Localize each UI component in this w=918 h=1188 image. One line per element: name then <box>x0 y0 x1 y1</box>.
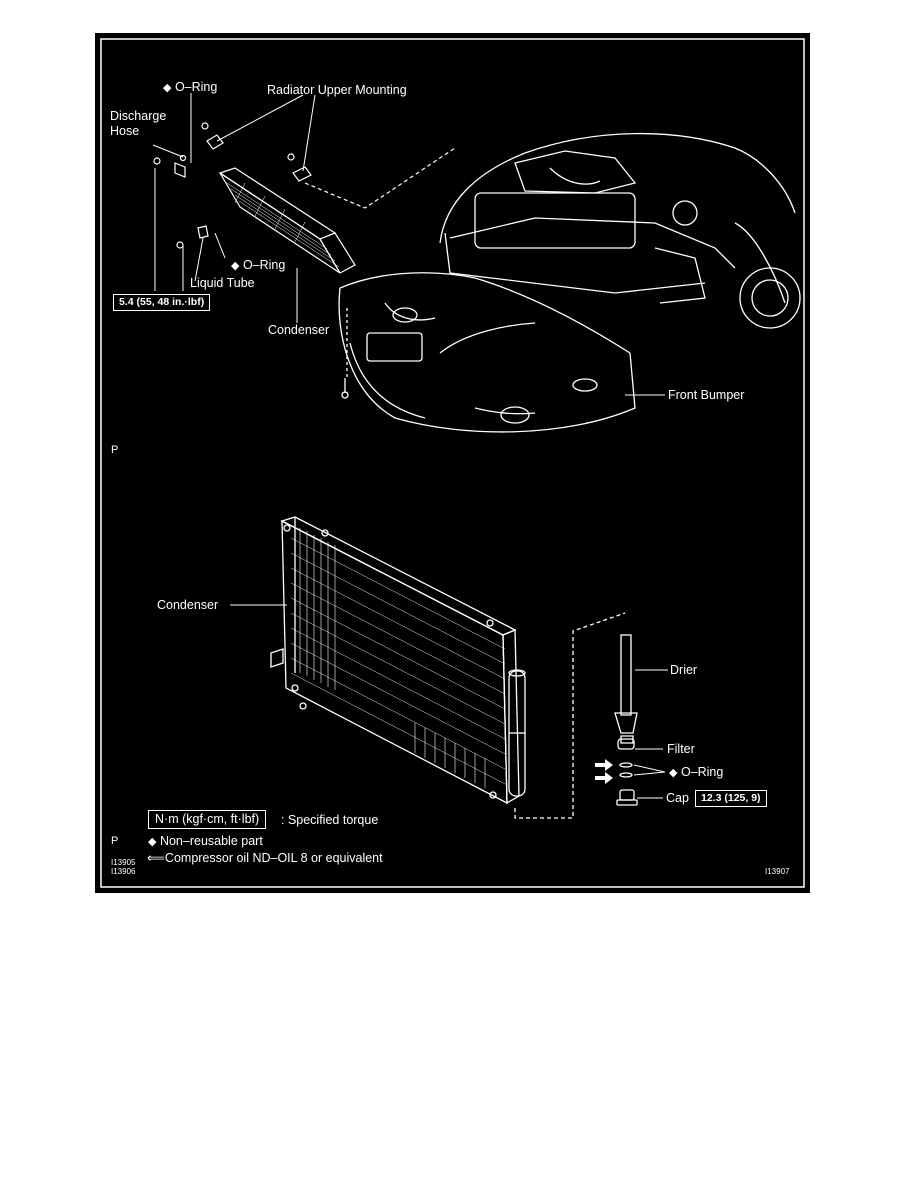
bottom-o-ring-text: O–Ring <box>680 765 724 779</box>
top-condenser-label: Condenser <box>268 323 330 337</box>
hose-label: Hose <box>110 124 140 138</box>
diamond-icon: ◆ <box>669 767 678 779</box>
oil-arrows <box>595 759 613 784</box>
diagram-drawing <box>95 33 810 893</box>
o-ring-top-label <box>163 80 217 95</box>
figure-code-2: I13906 <box>111 867 136 876</box>
bottom-p-marker: P <box>111 835 119 847</box>
oil-text: Compressor oil ND–OIL 8 or equivalent <box>164 851 383 865</box>
o-ring-top-text: O–Ring <box>174 80 218 94</box>
top-p-marker: P <box>111 444 119 456</box>
discharge-label: Discharge <box>110 109 167 123</box>
oil-legend <box>147 851 383 865</box>
diamond-icon: ◆ <box>163 82 172 94</box>
diagram-figure <box>95 33 810 893</box>
unit-description: : Specified torque <box>281 813 379 827</box>
o-ring-bottom-label <box>231 258 285 273</box>
drier-label: Drier <box>670 663 698 677</box>
cap-torque-box: 12.3 (125, 9) <box>695 790 767 807</box>
bottom-condenser-label: Condenser <box>157 598 219 612</box>
front-bumper-illustration <box>339 273 635 432</box>
non-reusable-text: Non–reusable part <box>159 834 263 848</box>
bottom-condenser-illustration <box>271 517 625 818</box>
unit-box: N·m (kgf·cm, ft·lbf) <box>148 810 266 829</box>
figure-code-3: I13907 <box>765 867 790 876</box>
liquid-tube-label: Liquid Tube <box>190 276 255 290</box>
bottom-leader-lines <box>230 605 668 798</box>
radiator-upper-mounting-label: Radiator Upper Mounting <box>267 83 407 97</box>
top-torque-box: 5.4 (55, 48 in.·lbf) <box>113 294 210 311</box>
diamond-icon: ◆ <box>231 260 240 272</box>
drier-parts-illustration <box>615 635 637 805</box>
top-condenser-illustration <box>154 123 455 273</box>
front-bumper-label: Front Bumper <box>668 388 745 402</box>
non-reusable-legend <box>148 834 263 849</box>
diamond-icon: ◆ <box>148 836 157 848</box>
arrow-left-icon: ⟸ <box>147 851 165 865</box>
filter-label: Filter <box>667 742 695 756</box>
inner-frame <box>101 39 804 887</box>
figure-code-1: I13905 <box>111 858 136 867</box>
top-leader-lines <box>153 93 665 395</box>
bottom-o-ring-label <box>669 765 723 780</box>
cap-label: Cap <box>666 791 689 805</box>
car-front-illustration <box>440 134 800 328</box>
o-ring-bottom-text: O–Ring <box>242 258 286 272</box>
